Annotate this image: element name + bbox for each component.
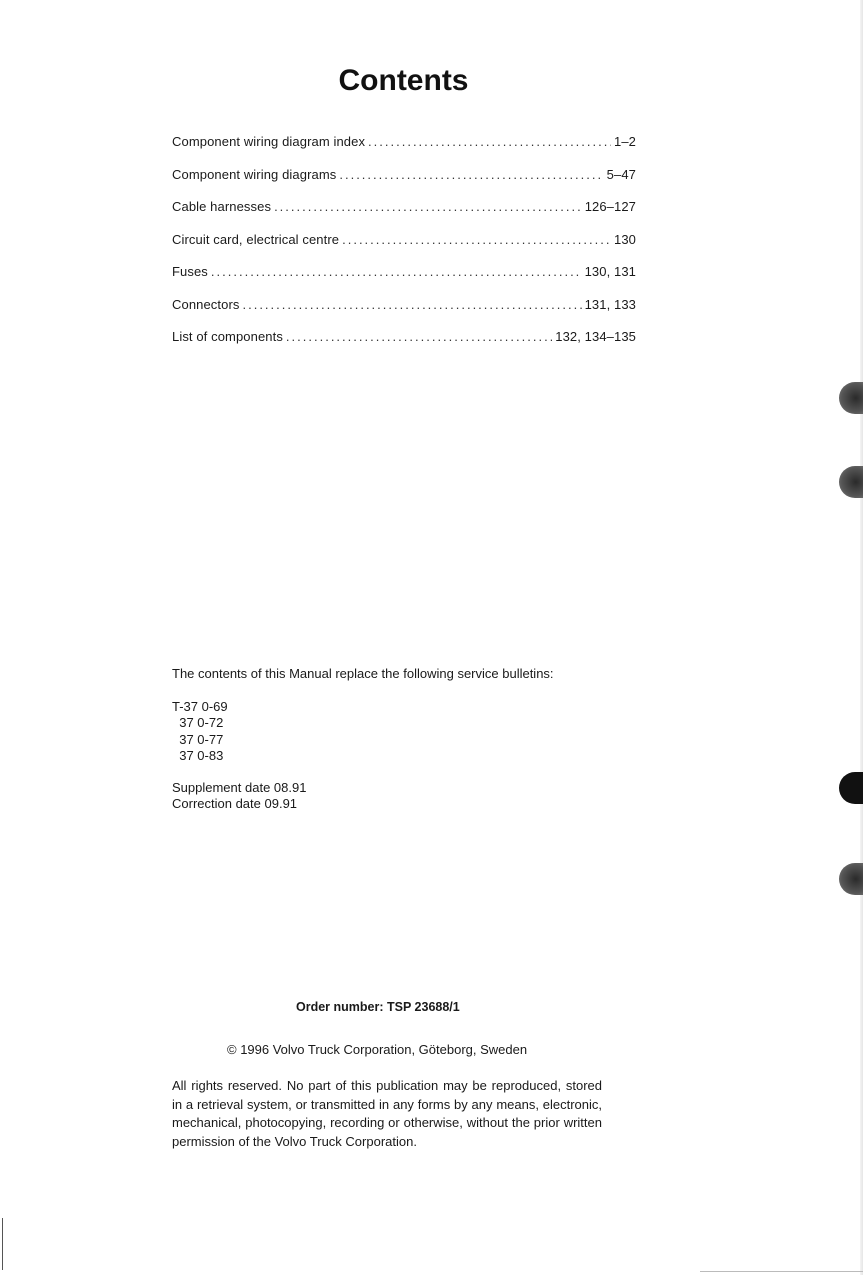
binder-hole — [839, 466, 863, 498]
binder-hole — [839, 772, 863, 804]
toc-entry-label: Circuit card, electrical centre — [172, 231, 340, 247]
toc-leader-dots — [286, 329, 552, 344]
toc-leader-dots — [242, 297, 581, 312]
toc-entry-label: Cable harnesses — [172, 199, 272, 214]
binder-hole — [839, 382, 863, 414]
toc-leader-dots — [368, 134, 611, 149]
toc-entry-label: Fuses — [172, 264, 208, 279]
toc-entry-page: 130 — [614, 231, 636, 247]
toc-entry-label: Component wiring diagrams — [172, 166, 337, 182]
toc-entry[interactable] — [172, 199, 636, 232]
toc-entry[interactable] — [172, 232, 636, 265]
bulletin-item: 37 0-83 — [172, 747, 224, 763]
bulletins-list — [172, 699, 228, 764]
toc-entry-page: 131, 133 — [584, 296, 636, 312]
toc-entry[interactable] — [172, 134, 636, 167]
scan-mark — [700, 1271, 863, 1272]
toc-leader-dots — [342, 232, 611, 247]
toc-entry-page: 126–127 — [584, 199, 636, 214]
toc-entry[interactable] — [172, 297, 636, 330]
bulletins-intro: The contents of this Manual replace the following service bulletins: — [172, 666, 554, 681]
toc-entry[interactable] — [172, 329, 636, 362]
correction-date: Correction date 09.91 — [172, 796, 298, 812]
bulletin-item: 37 0-72 — [172, 715, 224, 731]
toc-entry-page: 130, 131 — [584, 264, 636, 279]
toc-entry-label: Component wiring diagram index — [172, 134, 366, 149]
toc-entry-label: Connectors — [172, 296, 240, 312]
toc-leader-dots — [274, 199, 582, 214]
order-number: Order number: TSP 23688/1 — [296, 1000, 460, 1014]
toc-entry-label: List of components — [172, 329, 283, 344]
toc-entry-page: 5–47 — [606, 166, 636, 182]
bulletin-item: T-37 0-69 — [172, 699, 228, 714]
toc-entry[interactable] — [172, 167, 636, 200]
rights-notice: All rights reserved. No part of this publication may be reproduced, stored in a retrieval system, or transmitted in any forms by any means, electronic, mechanical, photocopying, recording or otherwise, without the prior written permission of the Volvo Truck Corporation. — [172, 1078, 602, 1149]
toc-entry-page: 132, 134–135 — [555, 329, 636, 344]
toc-entry-page: 1–2 — [614, 134, 636, 149]
binder-hole — [839, 863, 863, 895]
scan-mark — [2, 1218, 3, 1270]
table-of-contents — [172, 134, 636, 362]
toc-leader-dots — [339, 167, 603, 182]
bulletin-item: 37 0-77 — [172, 731, 224, 747]
revision-dates — [172, 780, 306, 813]
page-title: Contents — [338, 64, 469, 97]
copyright-notice: © 1996 Volvo Truck Corporation, Göteborg, Sweden — [227, 1042, 528, 1057]
toc-leader-dots — [211, 264, 582, 279]
supplement-date: Supplement date 08.91 — [172, 780, 307, 795]
toc-entry[interactable] — [172, 264, 636, 297]
